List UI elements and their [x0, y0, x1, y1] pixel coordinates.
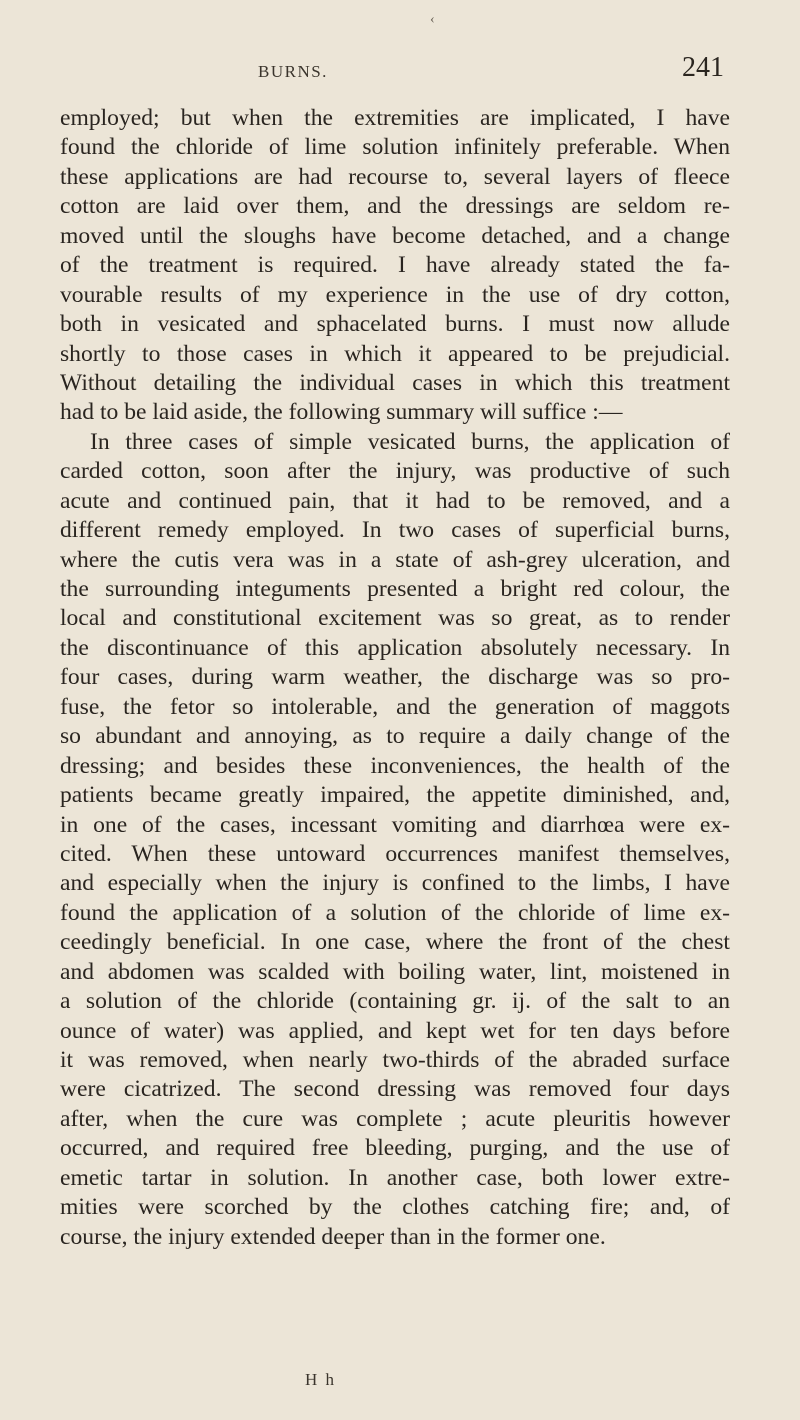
text-line: fuse, the fetor so intolerable, and the generation of maggots [60, 693, 730, 720]
text-line: vourable results of my experience in the use of dry cotton, [60, 281, 730, 308]
text-line: after, when the cure was complete ; acute pleuritis however [60, 1105, 730, 1132]
text-line: carded cotton, soon after the injury, was productive of such [60, 458, 730, 485]
text-line: acute and continued pain, that it had to be removed, and a [60, 487, 730, 514]
text-line: local and constitutional excitement was so great, as to render [60, 605, 730, 632]
text-line: moved until the sloughs have become detached, and a change [60, 222, 730, 249]
text-line: ceedingly beneficial. In one case, where the front of the chest [60, 929, 730, 956]
text-line: cotton are laid over them, and the dressings are seldom re- [60, 193, 730, 220]
text-line: four cases, during warm weather, the discharge was so pro- [60, 664, 730, 691]
text-line: mities were scorched by the clothes catching fire; and, of [60, 1194, 730, 1221]
text-line: found the application of a solution of the chloride of lime ex- [60, 899, 730, 926]
text-line: Without detailing the individual cases in which this treatment [60, 369, 730, 396]
text-line: found the chloride of lime solution infinitely preferable. When [60, 134, 730, 161]
page-header [0, 52, 800, 92]
text-line: course, the injury extended deeper than in the former one. [60, 1223, 606, 1250]
text-line: and especially when the injury is confined to the limbs, I have [60, 870, 730, 897]
text-line: were cicatrized. The second dressing was removed four days [60, 1076, 730, 1103]
running-head: BURNS. [258, 62, 328, 81]
text-line: both in vesicated and sphacelated burns. I must now allude [60, 311, 730, 338]
text-line: so abundant and annoying, as to require a daily change of the [60, 723, 730, 750]
text-line: cited. When these untoward occurrences manifest themselves, [60, 840, 730, 867]
page-number: 241 [682, 52, 724, 83]
text-line: and abdomen was scalded with boiling water, lint, moistened in [60, 958, 730, 985]
text-line: a solution of the chloride (containing gr. ij. of the salt to an [60, 988, 730, 1015]
text-line: in one of the cases, incessant vomiting and diarrhœa were ex- [60, 811, 730, 838]
text-line: had to be laid aside, the following summary will suffice :— [60, 399, 623, 426]
signature-mark: H h [305, 1370, 337, 1389]
text-line: different remedy employed. In two cases of superficial burns, [60, 517, 730, 544]
text-line: these applications are had recourse to, several layers of fleece [60, 163, 730, 190]
text-line: occurred, and required free bleeding, purging, and the use of [60, 1135, 730, 1162]
body-text [60, 104, 730, 1252]
text-line: shortly to those cases in which it appeared to be prejudicial. [60, 340, 730, 367]
text-line: employed; but when the extremities are implicated, I have [60, 105, 730, 131]
text-line: dressing; and besides these inconveniences, the health of the [60, 752, 730, 779]
text-line: the discontinuance of this application absolutely necessary. In [60, 634, 730, 661]
text-line: of the treatment is required. I have already stated the fa- [60, 252, 730, 279]
text-line: emetic tartar in solution. In another case, both lower extre- [60, 1164, 730, 1191]
text-line: where the cutis vera was in a state of ash-grey ulceration, and [60, 546, 730, 573]
text-line: the surrounding integuments presented a bright red colour, the [60, 576, 730, 602]
text-line: patients became greatly impaired, the appetite diminished, and, [60, 782, 730, 809]
stray-mark: ‹ [430, 12, 435, 27]
text-line: ounce of water) was applied, and kept wet for ten days before [60, 1017, 730, 1044]
text-line: In three cases of simple vesicated burns, the application of [90, 428, 730, 455]
text-line: it was removed, when nearly two-thirds of the abraded surface [60, 1047, 730, 1073]
